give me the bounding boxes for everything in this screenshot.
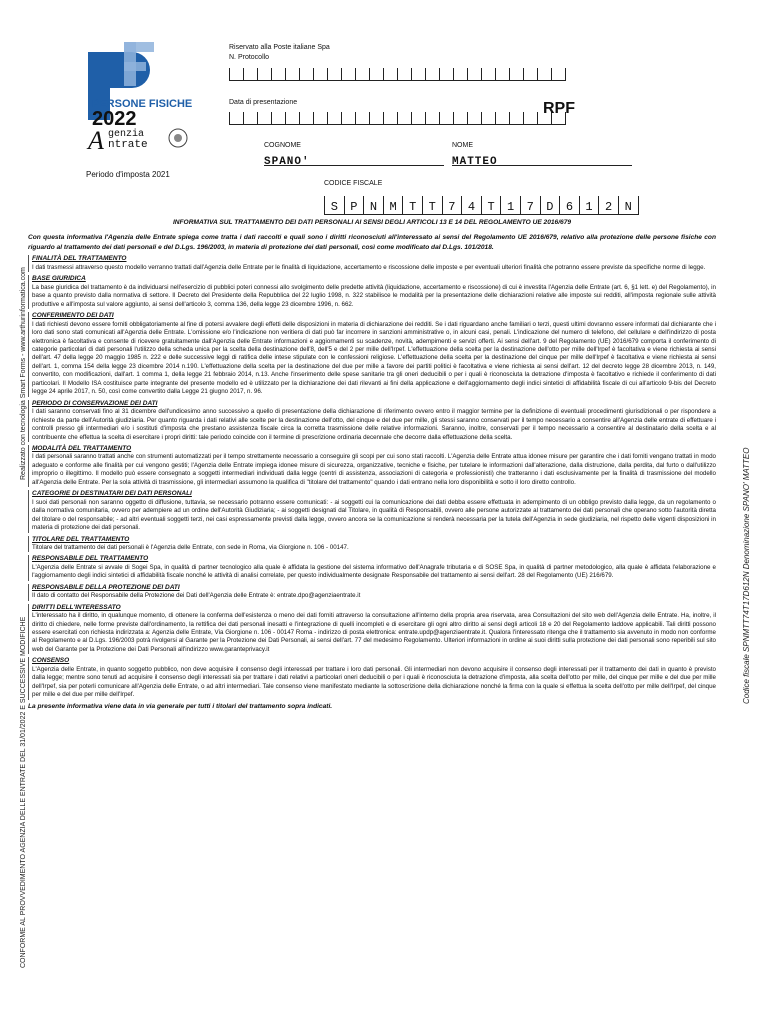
surname-field[interactable]: [264, 151, 444, 166]
cf-char: N: [363, 196, 383, 215]
cf-char: S: [324, 196, 344, 215]
name-label: NOME: [452, 142, 473, 149]
cf-char: 1: [579, 196, 599, 215]
cf-char: T: [402, 196, 422, 215]
cf-char: 7: [520, 196, 540, 215]
section-text: I dati trasmessi attraverso questo modello verranno trattati dall'Agenzia delle Entrate per le finalità di liquidazione, accertamento e riscossione delle imposte e per eventuali ulteriori finalità che potranno essere previste da specifiche norme di legge.: [32, 263, 706, 271]
notice-intro: Con questa informativa l'Agenzia delle Entrate spiega come tratta i dati raccolti e quali sono i diritti riconosciuti all'interessato ai sensi del Regolamento UE 2016/679, relativo alla protezione delle persone fisiche con riguardo al trattamento dei dati personali e del D.Lgs. 196/2003, in materia di protezione dei dati personali, così come modificato dal D.Lgs. 101/2018.: [28, 234, 716, 251]
section-recipients: [28, 490, 716, 532]
section-text: Titolare del trattamento dei dati personali è l'Agenzia delle Entrate, con sede in Roma, via Giorgione n. 106 - 00147.: [32, 543, 349, 551]
persone-fisiche-logo: [78, 38, 198, 156]
left-side-credit: Realizzato con tecnologia Smart Forms - www.arthurinformatica.com: [20, 267, 27, 480]
name-field[interactable]: [452, 151, 632, 166]
section-controller: [28, 536, 716, 553]
section-title: MODALITÀ DEL TRATTAMENTO: [32, 444, 132, 452]
notice-title: INFORMATIVA SUL TRATTAMENTO DEI DATI PERSONALI AI SENSI DEGLI ARTICOLI 13 E 14 DEL REGOLAMENTO UE 2016/679: [172, 219, 572, 226]
cf-char: 6: [559, 196, 579, 215]
section-rights: [28, 604, 716, 655]
privacy-notice: [28, 219, 716, 711]
date-label: Data di presentazione: [229, 99, 298, 106]
section-purpose: [28, 255, 716, 272]
section-title: CONSENSO: [32, 657, 70, 665]
section-title: CONFERIMENTO DEI DATI: [32, 312, 114, 320]
model-code: RPF: [543, 100, 575, 117]
surname-label: COGNOME: [264, 142, 301, 149]
date-field[interactable]: [229, 112, 566, 125]
name-value: MATTEO: [452, 156, 498, 168]
section-processing-methods: [28, 445, 716, 487]
section-consent: [28, 657, 716, 699]
section-title: DIRITTI DELL'INTERESSATO: [32, 603, 121, 611]
cf-char: 7: [442, 196, 462, 215]
cf-char: N: [618, 196, 639, 215]
section-retention: [28, 400, 716, 442]
section-text: I dati saranno conservati fino al 31 dicembre dell'undicesimo anno successivo a quello di presentazione della dichiarazione di riferimento ovvero entro il maggior termine per la definizione di eventuali procedimenti giurisdizionali o per rispondere a richieste da parte dell'Autorità giudiziaria. Per quanto riguarda i dati relativi alle scelte per la destinazione dell'otto, del cinque e del due per mille, gli stessi saranno conservati per il tempo necessario a consentire all'Agenzia delle entrate di effettuare i controlli presso gli intermediari e/o i sostituti d'imposta che prestano assistenza fiscale circa la corretta trasmissione delle relative informazioni. Saranno, inoltre, conservati per il tempo necessario a consentire al destinatario della scelta e al contribuente che effettua la scelta di esercitare i propri diritti: tale periodo coincide con il termine di prescrizione ordinaria decennale che decorre dalla effettuazione della scelta.: [32, 408, 716, 441]
section-data-provision: [28, 312, 716, 397]
reserved-label: Riservato alla Poste italiane Spa: [229, 44, 330, 51]
notice-final: La presente informativa viene data in via generale per tutti i titolari del trattamento sopra indicati.: [28, 702, 333, 710]
cf-char: T: [481, 196, 501, 215]
left-side-conformity: CONFORME AL PROVVEDIMENTO AGENZIA DELLE ENTRATE DEL 31/01/2022 E SUCCESSIVE MODIFICHE: [20, 616, 27, 968]
agency-logo-line1: genzia: [108, 129, 145, 140]
section-title: BASE GIURIDICA: [32, 275, 86, 283]
section-title: RESPONSABILE DELLA PROTEZIONE DEI DATI: [32, 583, 180, 591]
section-title: FINALITÀ DEL TRATTAMENTO: [32, 255, 127, 263]
agency-logo-a: A: [88, 126, 104, 155]
section-title: PERIODO DI CONSERVAZIONE DEI DATI: [32, 399, 158, 407]
period-label: Periodo d'imposta 2021: [86, 170, 170, 179]
section-dpo: [28, 584, 716, 601]
cf-char: D: [540, 196, 560, 215]
cf-char: P: [344, 196, 364, 215]
section-legal-basis: [28, 275, 716, 309]
section-text: L'interessato ha il diritto, in qualunque momento, di ottenere la conferma dell'esistenza o meno dei dati forniti attraverso la consultazione all'interno della propria area riservata, area Consultazioni del sito web dell'Agenzia delle Entrate. Ha, inoltre, il diritto di chiedere, nelle forme previste dall'ordinamento, la rettifica dei dati personali inesatti e l'integrazione di quelli incompleti e di esercitare gli ogni altro diritto ai sensi degli articoli 18 e 20 del Regolamento laddove applicabili. Tali diritti possono essere esercitati con richiesta indirizzata a: Agenzia delle Entrate, Via Giorgione n. 106 - 00147 Roma - indirizzo di posta elettronica: entrate.updp@agenziaentrate.it. Qualora l'interessato ritenga che il trattamento sia avvenuto in modo non conforme al Regolamento e al D.Lgs. 196/2003 potrà rivolgersi al Garante per la Protezione dei Dati Personali, ai sensi dell'art. 77 del medesimo Regolamento. Ulteriori informazioni in ordine ai suoi diritti sulla protezione dei dati personali sono reperibili sul sito web del Garante per la Protezione dei Dati Personali all'indirizzo www.garanteprivacy.it: [32, 612, 716, 653]
protocol-field[interactable]: [229, 68, 566, 81]
agency-logo-line2: ntrate: [108, 139, 148, 151]
logo-year: 2022: [92, 108, 137, 130]
section-title: CATEGORIE DI DESTINATARI DEI DATI PERSONALI: [32, 490, 192, 498]
surname-value: SPANO': [264, 156, 310, 168]
section-title: TITOLARE DEL TRATTAMENTO: [32, 535, 130, 543]
section-text: I dati richiesti devono essere forniti obbligatoriamente al fine di potersi avvalere degli effetti delle disposizioni in materia di dichiarazione dei redditi. Se i dati riguardano anche familiari o terzi, questi ultimi dovranno essere informati dal dichiarante che i loro dati sono stati comunicati all'Agenzia delle Entrate. L'omissione e/o l'indicazione non veritiera di dati può far incorrere in sanzioni amministrative o, in alcuni casi, penali. L'indicazione del numero di telefono, del cellulare e dell'indirizzo di posta elettronica è facoltativa e consente di ricevere gratuitamente dall'Agenzia delle Entrate informazioni e aggiornamenti su scadenze, novità, adempimenti e servizi offerti. Ai sensi dell'art. 9 del Regolamento (UE) 2016/679 comporta il conferimento di categorie particolari di dati personali l'utilizzo della scheda unica per la scelta della destinazione dell'8, dell'5 e del 2 per mille dell'Irpef. L'effettuazione della scelta per la destinazione dell'otto per mille dell'Irpef è facoltativa e viene richiesta ai sensi dell'art. 47 della legge 20 maggio 1985 n. 222 e delle successive leggi di ratifica delle intese stipulate con le confessioni religiose. L'effettuazione della scelta per la destinazione del cinque per mille dell'Irpef è facoltativa e viene richiesta ai sensi dell'art. 1, comma 154 della legge 23 dicembre 2014 n.190. L'effettuazione della scelta per la destinazione del due per mille a favore dei partiti politici è facoltativa e viene richiesta ai sensi dell'art. 12 del decreto legge 28 dicembre 2013, n. 149, convertito, con modificazioni, dall'art. 1 comma 1, della legge 21 febbraio 2014, n.13. Anche l'inserimento delle spese sanitarie tra gli oneri deducibili o per i quali è riconosciuta la detrazione d'imposta è facoltativo e richiede il conferimento di dati particolari. Il Modello ISA costituisce parte integrante del presente modello ed è utilizzato per la dichiarazione dei dati rilevanti ai fini della applicazione e dell'aggiornamento degli indici sintetici di affidabilità fiscale di cui all'articolo 9-bis del Decreto legge 24 aprile 2017, n. 50, così come convertito dalla Legge 21 giugno 2017, n. 96.: [32, 320, 716, 396]
section-title: RESPONSABILE DEL TRATTAMENTO: [32, 555, 149, 563]
right-side-taxcode: Codice fiscale SPNMTT74T17D612N Denominazione SPANO' MATTEO: [742, 447, 751, 704]
section-text: Il dato di contatto del Responsabile della Protezione dei Dati dell'Agenzia delle Entrate è: entrate.dpo@agenziaentrate.it: [32, 592, 361, 600]
section-text: L'Agenzia delle Entrate, in quanto soggetto pubblico, non deve acquisire il consenso degli interessati per trattare i loro dati personali. Gli intermediari non devono acquisire il consenso degli interessati per il trattamento dei dati in quanto è previsto dalla legge; mentre sono tenuti ad acquisire il consenso degli interessati sia per trattare i dati relativi a particolari oneri deducibili o per i quali è riconosciuta la detrazione d'imposta, alla scelta dell'otto per mille, del cinque per mille e del due per mille dell'Irpef, sia per poterli comunicare all'Agenzia delle Entrate, o ad altri intermediari. Tale consenso viene manifestato mediante la sottoscrizione della dichiarazione nonché la firma con la quale si effettua la scelta dell'otto per mille dell'Irpef, del cinque per mille e del due per mille dell'Irpef.: [32, 665, 716, 699]
cf-char: M: [383, 196, 403, 215]
section-text: I dati personali saranno trattati anche con strumenti automatizzati per il tempo strettamente necessario a conseguire gli scopi per cui sono stati raccolti. L'Agenzia delle Entrate attua idonee misure per garantire che i dati forniti vengano trattati in modo adeguato e conforme alle finalità per cui vengono gestiti; l'Agenzia delle Entrate impiega idonee misure di sicurezza, organizzative, tecniche e fisiche, per tutelare le informazioni dall'alterazione, dalla distruzione, dalla perdita, dal furto o dall'utilizzo improprio o illegittimo. Il modello può essere consegnato a soggetti intermediari individuati dalla legge (centri di assistenza, associazioni di categoria e professionisti) che tratteranno i dati esclusivamente per la finalità di trasmissione del modello all'Agenzia delle Entrate. Per la sola attività di trasmissione, gli intermediari assumono la qualifica di "titolare del trattamento" quando i dati entrano nella loro disponibilità e sotto il loro diretto controllo.: [32, 453, 716, 486]
cf-char: 4: [461, 196, 481, 215]
section-processor: [28, 555, 716, 580]
section-text: L'Agenzia delle Entrate si avvale di Sogei Spa, in qualità di partner tecnologico alla quale è affidata la gestione del sistema informativo dell'Anagrafe tributaria e di SOSE Spa, in qualità di partner metodologico, alla quale è affidata l'elaborazione e l'aggiornamento degli indici sintetici di affidabilità fiscale nonché le attività di analisi correlate, per questo individualmente designate Responsabile del trattamento ai sensi dell'art. 28 del Regolamento (UE) 216/679.: [32, 563, 716, 580]
cf-label: CODICE FISCALE: [324, 180, 383, 187]
cf-char: T: [422, 196, 442, 215]
protocol-label: N. Protocollo: [229, 54, 270, 61]
logo-title: PERSONE FISICHE: [92, 98, 193, 110]
cf-field[interactable]: [324, 196, 639, 215]
cf-char: 1: [500, 196, 520, 215]
cf-char: 2: [598, 196, 618, 215]
section-text: I suoi dati personali non saranno oggetto di diffusione, tuttavia, se necessario potranno essere comunicati: - ai soggetti cui la comunicazione dei dati debba essere effettuata in adempimento di un obbligo previsto dalla legge, da un regolamento o dalla normativa comunitaria, ovvero per adempiere ad un ordine dell'Autorità Giudiziaria; - ai soggetti designati dal Titolare, in qualità di Responsabili, ovvero alle persone autorizzate al trattamento dei dati personali che operano sotto l'autorità diretta del titolare o del responsabile; - ad altri eventuali soggetti terzi, nei casi espressamente previsti dalla legge, ovvero ancora se la comunicazione si renderà necessaria per la tutela dell'Agenzia in sede giudiziaria, nel rispetto delle vigenti disposizioni in materia di protezione dei dati personali.: [32, 498, 716, 532]
section-text: La base giuridica del trattamento è da individuarsi nell'esercizio di pubblici poteri connessi allo svolgimento delle predette attività (liquidazione, accertamento e riscossione) di cui è investita l'Agenzia delle Entrate (art. 6, §1 lett. e) del Regolamento), in base a quanto previsto dalla normativa di settore. Il Decreto del Presidente della Repubblica del 22 luglio 1998, n. 322 stabilisce le modalità per la presentazione delle dichiarazioni relative alle imposte sui redditi, all'imposta regionale sulle attività produttive e all'imposta sul valore aggiunto, ai sensi dell'articolo 3, comma 136, della legge 23 dicembre 1996, n. 662.: [32, 283, 716, 308]
